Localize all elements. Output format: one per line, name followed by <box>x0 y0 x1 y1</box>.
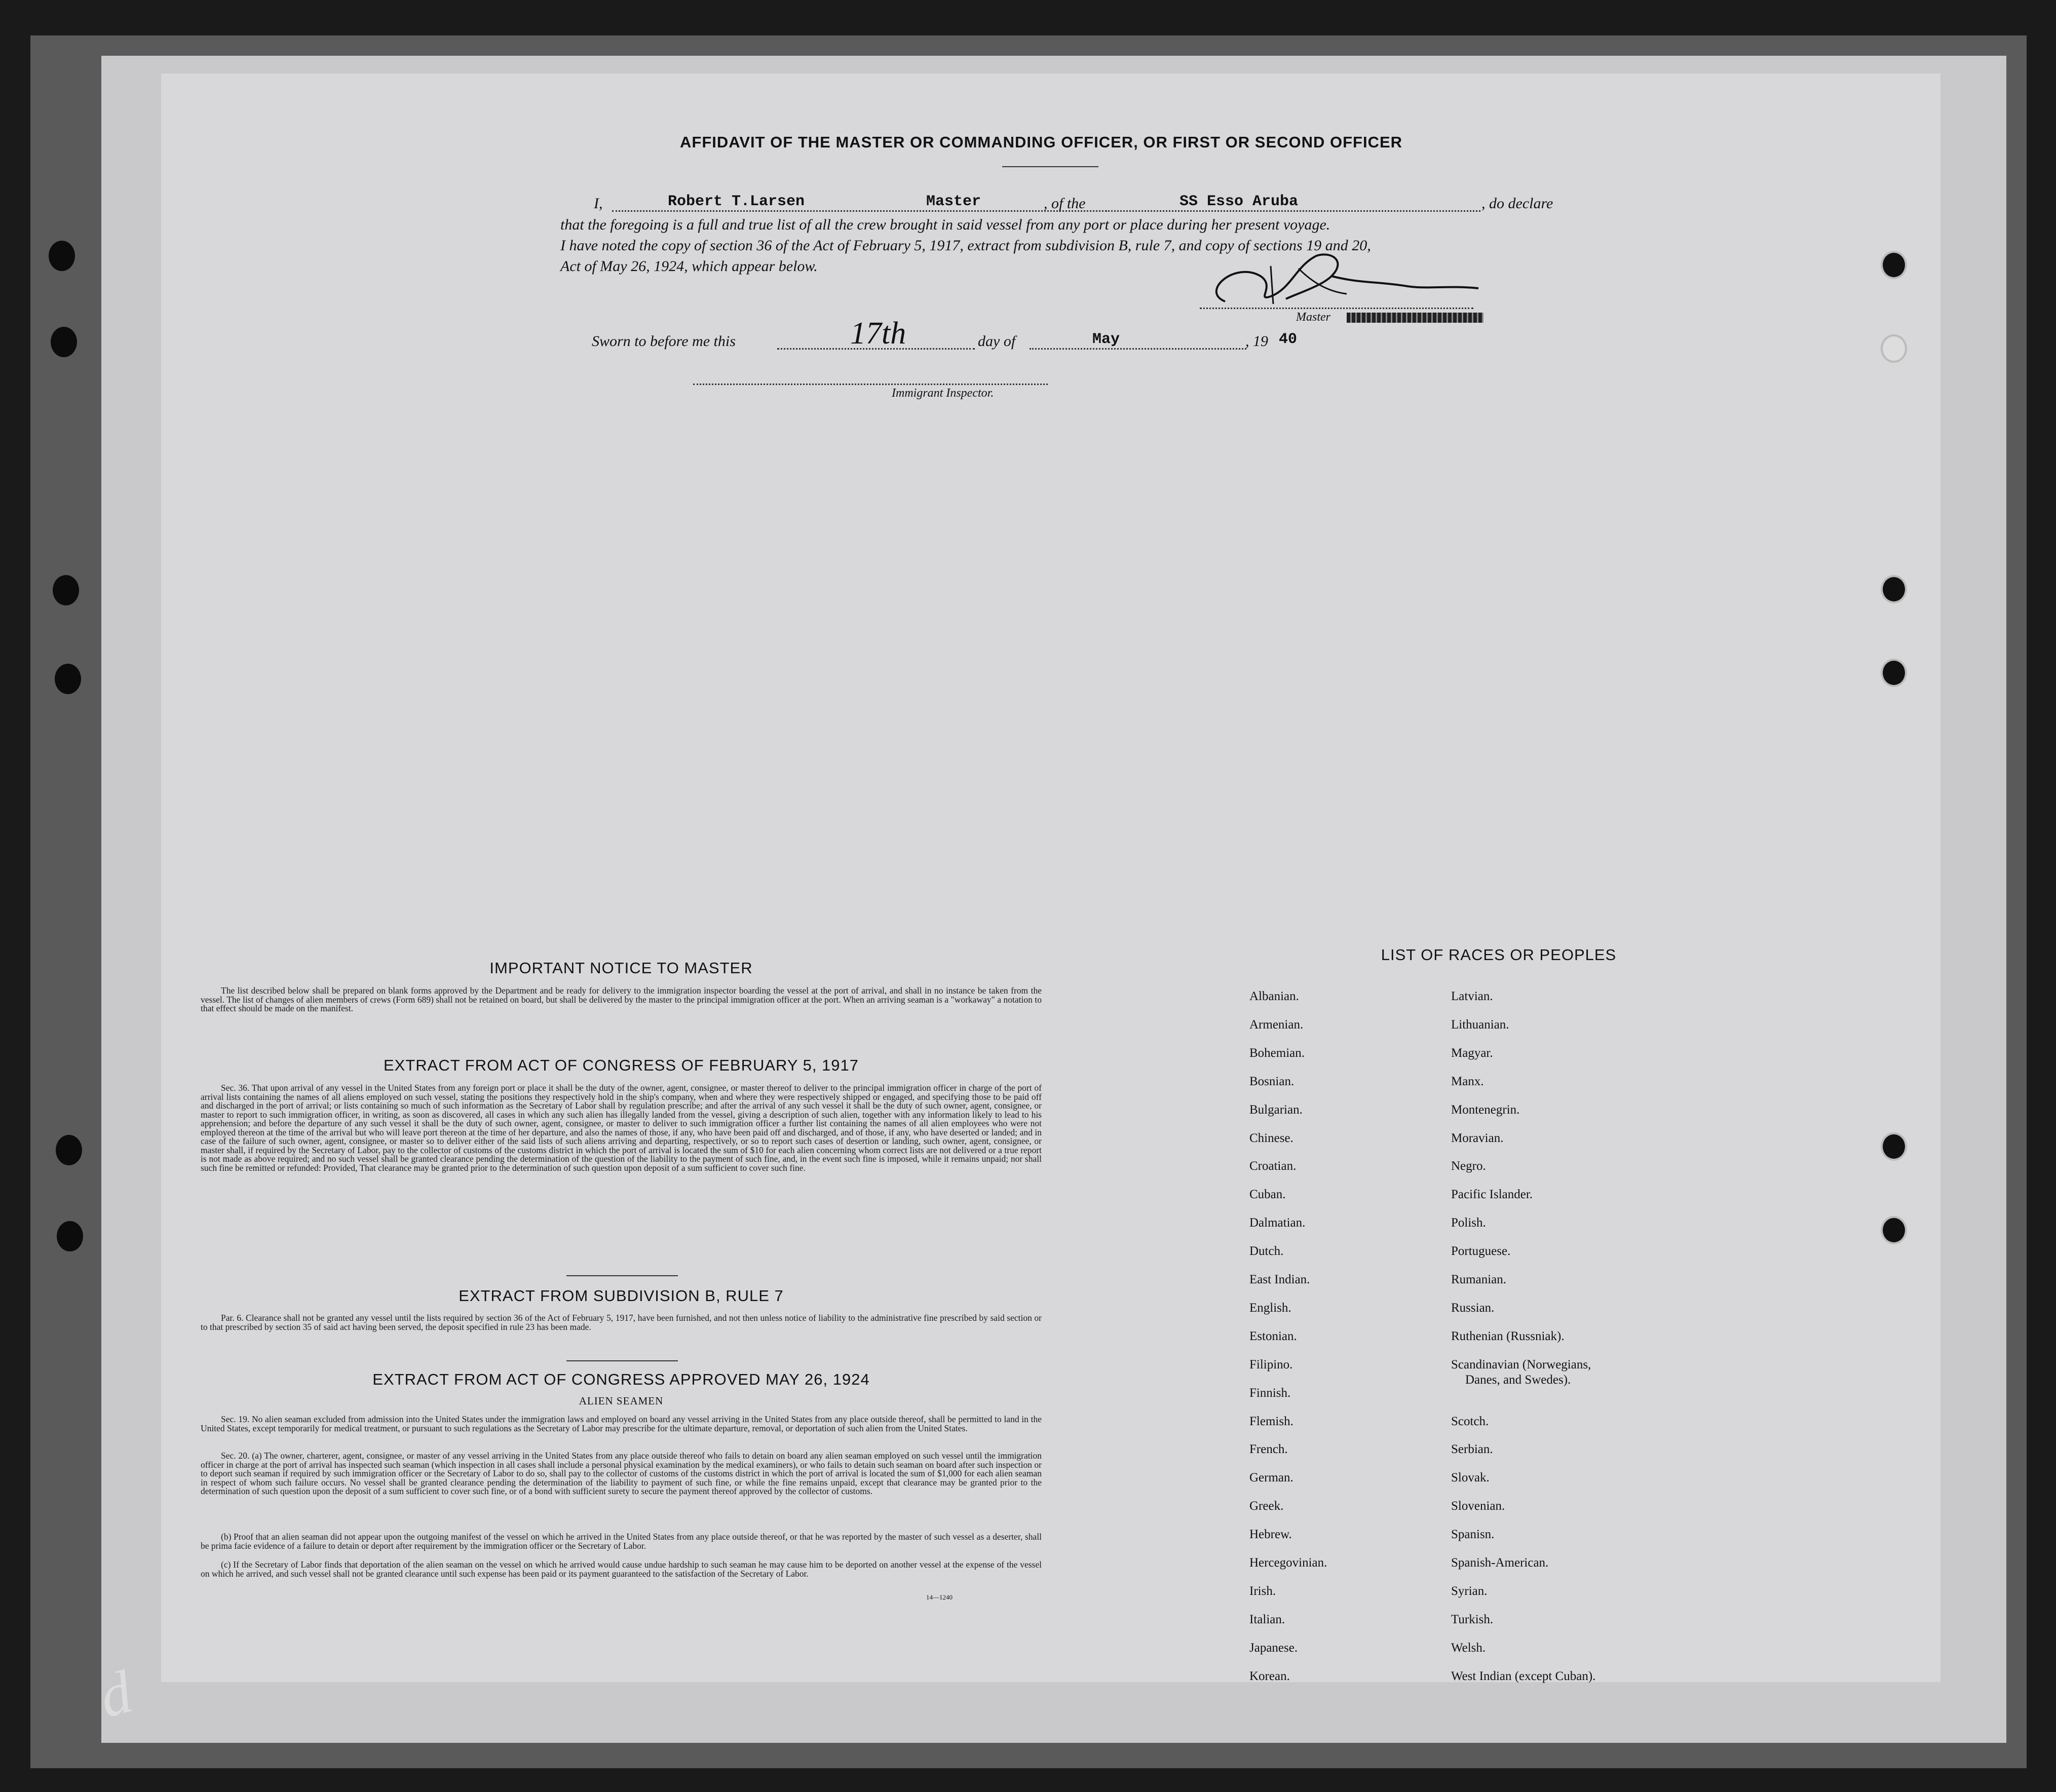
inspector-label: Immigrant Inspector. <box>892 387 994 400</box>
affidavit-title: AFFIDAVIT OF THE MASTER OR COMMANDING OFFICER, OR FIRST OR SECOND OFFICER <box>680 133 1403 151</box>
margin-handwriting: d <box>92 1657 139 1731</box>
race-item: Bohemian. <box>1249 1046 1305 1060</box>
race-item: Hebrew. <box>1249 1528 1292 1542</box>
punch-hole-right-1 <box>1881 251 1907 279</box>
of-the-label: , of the <box>1044 195 1086 212</box>
race-item: Welsh. <box>1451 1641 1486 1655</box>
punch-hole-left-5 <box>56 1135 82 1165</box>
punch-hole-left-4 <box>55 664 81 694</box>
extract-1924-title: EXTRACT FROM ACT OF CONGRESS APPROVED MAY 26, 1924 <box>372 1370 870 1388</box>
form-number: 14—1240 <box>926 1593 953 1601</box>
extract-1917-title: EXTRACT FROM ACT OF CONGRESS OF FEBRUARY 5, 1917 <box>383 1056 859 1074</box>
affidavit-line-2: that the foregoing is a full and true list of all the crew brought in said vessel from any port or place during her present voyage. <box>560 216 1330 233</box>
day-of-label: day of <box>978 333 1016 350</box>
race-item: Finnish. <box>1249 1386 1291 1400</box>
alien-seamen-subtitle: ALIEN SEAMEN <box>579 1395 664 1407</box>
master-rank: Master <box>926 193 981 210</box>
race-item: Flemish. <box>1249 1414 1293 1428</box>
race-item: Danes, and Swedes). <box>1465 1372 1571 1387</box>
race-item: Latvian. <box>1451 989 1493 1003</box>
affidavit-line-4: Act of May 26, 1924, which appear below. <box>560 258 818 275</box>
race-item: Moravian. <box>1451 1131 1504 1145</box>
extract-1917-body: Sec. 36. That upon arrival of any vessel in the United States from any foreign port or place it shall be the duty of the owner, agent, consignee, or master thereof to deliver to the principal immigration officer in charge of the port of arrival lists containing the names of all aliens employed on such vessel, stating the positions they respectively hold in the ship's company, when and where they were respectively shipped or engaged, and specifying those to be paid off and discharged in the port of arrival; or lists containing so much of such information as the Secretary of Labor shall by regulation prescribe; and after the arrival of any such vessel it shall be the duty of such owner, agent, consignee, or master to report to such immigration officer, in writing, as soon as discovered, all cases in which any such alien has illegally landed from the vessel, giving a description of such alien, together with any information likely to lead to his apprehension; and before the departure of any such vessel it shall be the duty of such owner, agent, consignee, or master to deliver to such immigration officer a further list containing the names of all alien employees who were not employed thereon at the time of the arrival but who will leave port thereon at the time of her departure, and also the names of those, if any, who have been paid off and discharged, and of those, if any, who have deserted or landed; and in case of the failure of such owner, agent, consignee, or master so to deliver either of the said lists of such aliens arriving and departing, respectively, or so to report such cases of desertion or landing, such owner, agent, consignee, or master shall, if required by the Secretary of Labor, pay to the collector of customs of the customs district in which the port of arrival is located the sum of $10 for each alien concerning whom correct lists are not delivered or a true report is not made as above required; and no such vessel shall be granted clearance pending the determination of the question of the liability to the payment of such fine, and, in the event such fine is imposed, while it remains unpaid; nor shall such fine be remitted or refunded: Provided, That clearance may be granted prior to the determination of such question upon deposit of a sum sufficient to cover such fine. <box>201 1083 1042 1173</box>
vessel-line <box>1106 210 1480 212</box>
sworn-day: 17th <box>850 316 906 351</box>
race-item: East Indian. <box>1249 1273 1310 1286</box>
race-item: Dutch. <box>1249 1244 1284 1259</box>
race-item: Chinese. <box>1249 1131 1293 1145</box>
race-item: Pacific Islander. <box>1451 1188 1533 1202</box>
race-item: Ruthenian (Russniak). <box>1451 1329 1565 1343</box>
race-item: German. <box>1249 1471 1293 1485</box>
race-item: English. <box>1249 1301 1291 1315</box>
race-item: Bulgarian. <box>1249 1102 1303 1117</box>
title-rule <box>1002 166 1098 167</box>
punch-hole-right-3 <box>1881 575 1907 603</box>
race-item: Polish. <box>1451 1216 1486 1230</box>
sec-20b-body: (b) Proof that an alien seaman did not appear upon the outgoing manifest of the vessel on which he arrived in the United States from any place outside thereof, or that he was reported by the master of such vessel as a deserter, shall be prima facie evidence of a failure to detain or deport after requirement by the immigration officer or the Secretary of Labor. <box>201 1532 1042 1551</box>
master-signature <box>1195 246 1499 312</box>
sworn-month: May <box>1092 331 1120 348</box>
i-label: I, <box>594 195 603 212</box>
manifest-page <box>92 73 1940 1731</box>
race-item: Bosnian. <box>1249 1074 1294 1088</box>
sec-19-body: Sec. 19. No alien seaman excluded from admission into the United States under the immigration laws and employed on board any vessel arriving in the United States from any place outside thereof, shall be permitted to land in the United States, except temporarily for medical treatment, or pursuant to such regulations as the Secretary of Labor may prescribe for the ultimate departure, removal, or deportation of such alien from the United States. <box>201 1414 1042 1433</box>
race-item: Greek. <box>1249 1499 1284 1513</box>
race-item: Slovenian. <box>1451 1499 1505 1513</box>
inspector-line <box>693 384 1048 385</box>
punch-hole-left-6 <box>57 1221 83 1251</box>
race-item: Lithuanian. <box>1451 1017 1509 1032</box>
race-item: Scotch. <box>1451 1414 1489 1428</box>
section-rule-2 <box>566 1360 678 1361</box>
punch-hole-left-1 <box>49 241 75 271</box>
race-item: Syrian. <box>1451 1584 1488 1598</box>
declare-label: , do declare <box>1481 195 1553 212</box>
race-item: Russian. <box>1451 1301 1495 1315</box>
punch-hole-left-3 <box>53 575 79 605</box>
race-item: Manx. <box>1451 1074 1484 1088</box>
sworn-year: 40 <box>1279 331 1298 348</box>
race-item: Slovak. <box>1451 1471 1490 1485</box>
race-item: Negro. <box>1451 1159 1486 1173</box>
race-item: Scandinavian (Norwegians, <box>1451 1357 1591 1371</box>
struck-out-title <box>1347 313 1483 323</box>
race-item: French. <box>1249 1442 1288 1457</box>
race-item: Spanish-American. <box>1451 1556 1549 1570</box>
punch-hole-right-2 <box>1881 334 1907 363</box>
subdivision-body: Par. 6. Clearance shall not be granted any vessel until the lists required by section 36 of the Act of February 5, 1917, have been furnished, and not then unless notice of liability to the administrative fine prescribed by said section or to that prescribed by section 35 of said act having been served, the deposit specified in rule 23 has been made. <box>201 1313 1042 1332</box>
race-item: Magyar. <box>1451 1046 1493 1060</box>
signature-title: Master <box>1296 311 1330 324</box>
sworn-label: Sworn to before me this <box>592 333 736 350</box>
month-line <box>1030 348 1246 350</box>
race-item: Albanian. <box>1249 989 1299 1003</box>
race-item: Montenegrin. <box>1451 1102 1520 1117</box>
master-name: Robert T.Larsen <box>668 193 805 210</box>
race-item: Cuban. <box>1249 1188 1286 1202</box>
affidavit-line-3: I have noted the copy of section 36 of the Act of February 5, 1917, extract from subdivision B, rule 7, and copy of sections 19 and 20, <box>560 237 1371 254</box>
punch-hole-right-5 <box>1881 1132 1907 1161</box>
sec-20a-body: Sec. 20. (a) The owner, charterer, agent, consignee, or master of any vessel arriving in the United States from any place outside thereof who fails to detain on board any alien seaman employed on such vessel until the immigration officer in charge at the port of arrival has inspected such seaman (which inspection in all cases shall include a personal physical examination by the medical examiners), or who fails to detain such seaman on board after such inspection or to deport such seaman if required by such immigration officer or the Secretary of Labor to do so, shall pay to the collector of customs of the customs district in which the port of arrival is located the sum of $1,000 for each alien seaman in respect of whom such failure occurs. No vessel shall be granted clearance pending the determination of the liability to payment of such fine, or while the fine remains unpaid, except that clearance may be granted prior to the determination of such question upon the deposit of a sum sufficient to cover such fine, or of a bond with sufficient surety to secure the payment thereof approved by the collector of customs. <box>201 1451 1042 1496</box>
notice-body: The list described below shall be prepared on blank forms approved by the Department and be ready for delivery to the immigration inspector boarding the vessel at the port of arrival, and shall in no instance be taken from the vessel. The list of changes of alien members of crews (Form 689) shall not be retained on board, but shall be delivered by the master to the principal immigration officer at the port. When an arriving seaman is a "workaway" a notation to that effect should be made on the manifest. <box>201 985 1042 1013</box>
race-item: Italian. <box>1249 1612 1285 1626</box>
section-rule-1 <box>566 1275 678 1276</box>
year-prefix: , 19 <box>1245 333 1268 350</box>
race-item: Portuguese. <box>1451 1244 1511 1259</box>
signature-line <box>1200 308 1473 309</box>
race-item: Croatian. <box>1249 1159 1297 1173</box>
race-item: Japanese. <box>1249 1641 1298 1655</box>
race-item: Irish. <box>1249 1584 1276 1598</box>
punch-hole-left-2 <box>51 327 77 357</box>
notice-title: IMPORTANT NOTICE TO MASTER <box>489 959 753 977</box>
race-item: Armenian. <box>1249 1017 1304 1032</box>
subdivision-title: EXTRACT FROM SUBDIVISION B, RULE 7 <box>459 1287 784 1305</box>
race-item: Rumanian. <box>1451 1273 1507 1286</box>
race-item: Korean. <box>1249 1669 1290 1683</box>
race-item: West Indian (except Cuban). <box>1451 1669 1596 1683</box>
race-item: Filipino. <box>1249 1357 1293 1371</box>
races-title: LIST OF RACES OR PEOPLES <box>1381 946 1617 964</box>
race-item: Turkish. <box>1451 1612 1494 1626</box>
race-item: Hercegovinian. <box>1249 1556 1327 1570</box>
race-item: Estonian. <box>1249 1329 1297 1343</box>
punch-hole-right-4 <box>1881 659 1907 687</box>
race-item: Dalmatian. <box>1249 1216 1306 1230</box>
race-item: Serbian. <box>1451 1442 1493 1457</box>
sec-20c-body: (c) If the Secretary of Labor finds that deportation of the alien seaman on the vessel on which he arrived would cause undue hardship to such seaman he may cause him to be deported on another vessel at the expense of the vessel on which he arrived, and such vessel shall not be granted clearance until such expense has been paid or its payment guaranteed to the satisfaction of the Secretary of Labor. <box>201 1559 1042 1579</box>
punch-hole-right-6 <box>1881 1216 1907 1244</box>
race-item: Spanisn. <box>1451 1528 1495 1542</box>
vessel-name: SS Esso Aruba <box>1179 193 1299 210</box>
